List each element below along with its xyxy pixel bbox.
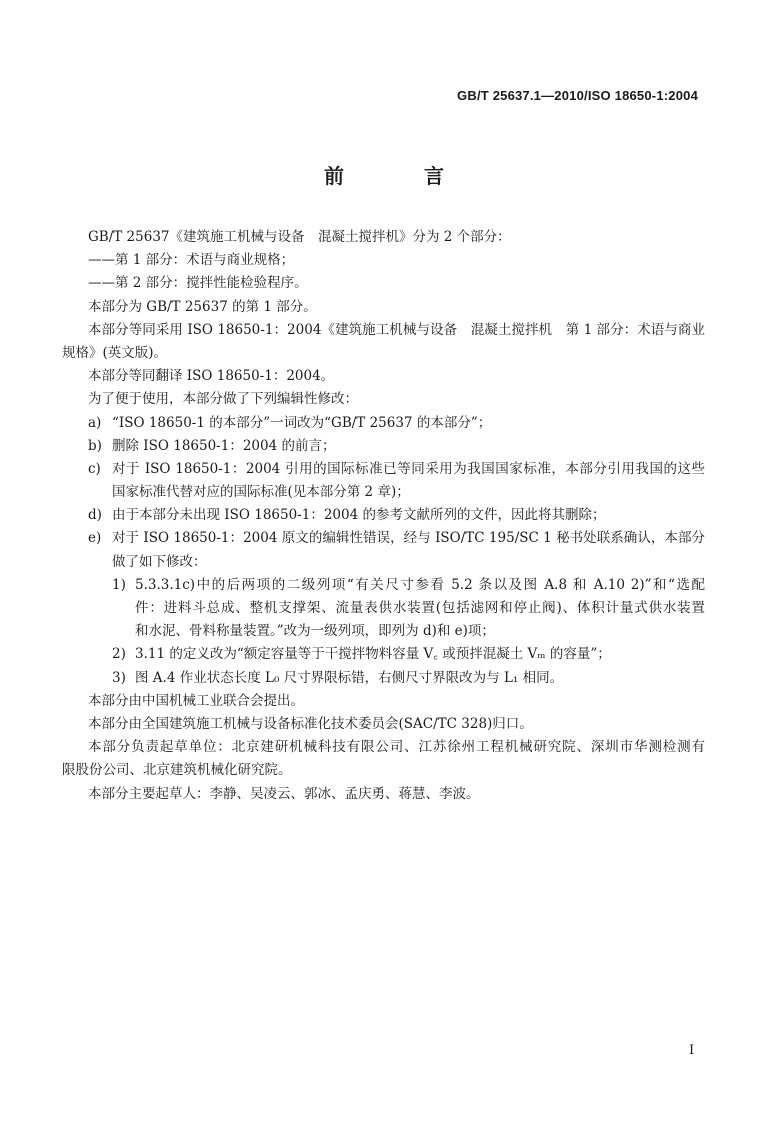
list-item	[62, 458, 705, 481]
line-text: 做了如下修改：	[112, 553, 207, 570]
sub-list-item	[62, 574, 705, 597]
line-text: ——第 2 部分：搅拌性能检验程序。	[88, 275, 308, 292]
list-label: b)	[88, 437, 102, 454]
line-text: 由于本部分未出现 ISO 18650-1：2004 的参考文献所列的文件，因此将其删除；	[112, 507, 606, 524]
line-text: 删除 ISO 18650-1：2004 的前言；	[112, 437, 336, 454]
list-label: 3)	[112, 669, 126, 686]
list-item	[62, 412, 705, 435]
standard-code-header: GB/T 25637.1—2010/ISO 18650-1:2004	[457, 88, 698, 103]
list-label: e)	[88, 530, 102, 547]
paragraph-line	[62, 388, 705, 411]
paragraph-line	[62, 736, 705, 759]
line-text: 本部分由全国建筑施工机械与设备标准化技术委员会(SAC/TC 328)归口。	[88, 715, 533, 732]
list-item	[62, 249, 705, 272]
sub-list-item	[62, 643, 705, 666]
page-number: I	[689, 1043, 695, 1058]
line-text: 件：进料斗总成、整机支撑架、流量表供水装置(包括滤网和停止阀)、体积计量式供水装置	[135, 600, 705, 616]
line-text: 对于 ISO 18650-1：2004 原文的编辑性错误，经与 ISO/TC 195/SC 1 秘书处联系确认，本部分	[112, 530, 705, 547]
paragraph-line	[62, 296, 705, 319]
line-text: 本部分等同翻译 ISO 18650-1：2004。	[88, 368, 335, 385]
list-item	[62, 481, 705, 504]
line-text: ——第 1 部分：术语与商业规格；	[88, 252, 295, 269]
list-label: a)	[88, 414, 102, 431]
line-text: 本部分为 GB/T 25637 的第 1 部分。	[88, 298, 317, 315]
line-text: 本部分负责起草单位：北京建研机械科技有限公司、江苏徐州工程机械研究院、深圳市华测检测有	[88, 739, 705, 756]
paragraph-line	[62, 690, 705, 713]
document-body	[62, 226, 705, 806]
paragraph-line	[62, 783, 705, 806]
list-item	[62, 272, 705, 295]
line-text: 3.11 的定义改为“额定容量等于干搅拌物料容量 V꜀ 或预拌混凝土 Vₘ 的容量”；	[135, 646, 611, 663]
page-title: 前 言	[324, 164, 474, 188]
line-text: 本部分主要起草人：李静、吴凌云、郭冰、孟庆勇、蒋慧、李波。	[88, 785, 480, 802]
list-item	[62, 551, 705, 574]
paragraph-line	[62, 226, 705, 249]
line-text: 和水泥、骨料称量装置。”改为一级列项，即列为 d)和 e)项；	[135, 623, 495, 640]
sub-list-item	[62, 667, 705, 690]
list-label: 1)	[112, 576, 126, 593]
line-text: 限股份公司、北京建筑机械化研究院。	[62, 762, 292, 779]
line-text: 为了便于使用，本部分做了下列编辑性修改：	[88, 391, 358, 408]
paragraph-line	[62, 713, 705, 736]
list-item	[62, 504, 705, 527]
list-label: 2)	[112, 646, 126, 663]
line-text: 本部分等同采用 ISO 18650-1：2004《建筑施工机械与设备 混凝土搅拌机 第 1 部分：术语与商业	[88, 321, 705, 338]
list-label: c)	[88, 460, 101, 477]
paragraph-line	[62, 319, 705, 342]
line-text: 本部分由中国机械工业联合会提出。	[88, 692, 304, 709]
line-text: 国家标准代替对应的国际标准(见本部分第 2 章)；	[112, 484, 410, 501]
line-text: “ISO 18650-1 的本部分”一词改为“GB/T 25637 的本部分”；	[112, 414, 492, 431]
sub-list-item	[62, 620, 705, 643]
line-text: 图 A.4 作业状态长度 L₀ 尺寸界限标错，右侧尺寸界限改为与 L₁ 相同。	[135, 669, 564, 686]
sub-list-item	[62, 597, 705, 620]
line-text: GB/T 25637《建筑施工机械与设备 混凝土搅拌机》分为 2 个部分：	[88, 229, 511, 245]
line-text: 对于 ISO 18650-1：2004 引用的国际标准已等同采用为我国国家标准，本部分引用我国的这些	[112, 460, 705, 477]
list-item	[62, 527, 705, 550]
list-item	[62, 435, 705, 458]
line-text: 规格》(英文版)。	[62, 344, 168, 361]
paragraph-line	[62, 342, 705, 365]
line-text: 5.3.3.1c)中的后两项的二级列项“有关尺寸参看 5.2 条以及图 A.8 和 A.10 2)”和“选配	[135, 576, 705, 593]
paragraph-line	[62, 759, 705, 782]
paragraph-line	[62, 365, 705, 388]
list-label: d)	[88, 507, 102, 524]
